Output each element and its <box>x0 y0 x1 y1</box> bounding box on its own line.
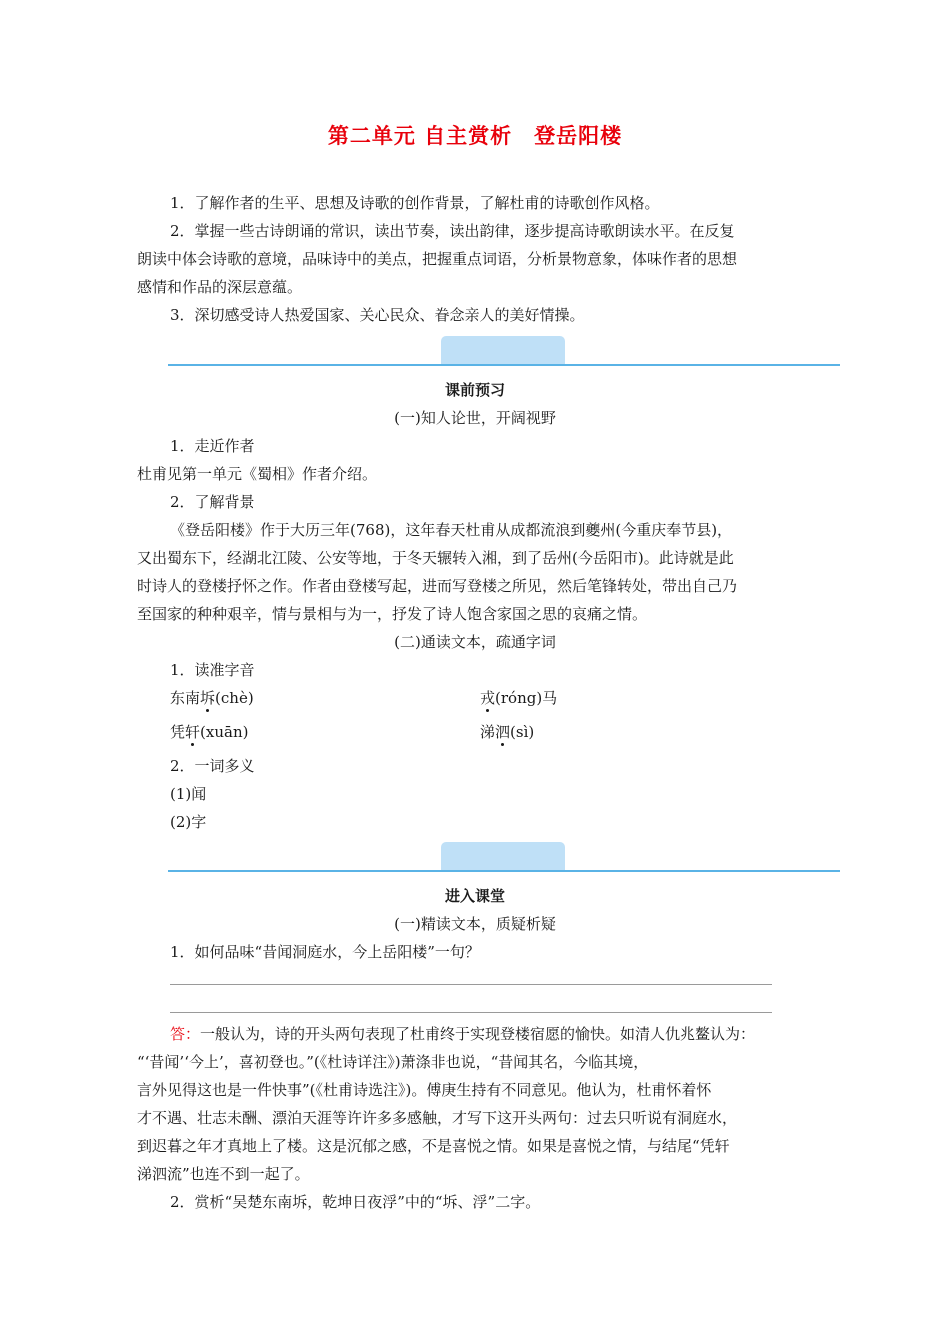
objective-2-cont-a: 朗读中体会诗歌的意境，品味诗中的美点，把握重点词语，分析景物意象，体味作者的思想 <box>137 250 738 268</box>
answer-line-1: 答：一般认为，诗的开头两句表现了杜甫终于实现登楼宿愿的愉快。如清人仇兆鳌认为： <box>170 1025 756 1043</box>
objective-1: 1．了解作者的生平、思想及诗歌的创作背景，了解杜甫的诗歌创作风格。 <box>170 194 660 212</box>
objective-3: 3．深切感受诗人热爱国家、关心民众、眷念亲人的美好情操。 <box>170 306 585 324</box>
divider-rule <box>168 870 840 872</box>
item-approach-author: 1．走近作者 <box>170 437 255 455</box>
background-line-4: 至国家的种种艰辛，情与景相与为一，抒发了诗人饱含家国之思的哀痛之情。 <box>137 605 648 623</box>
background-line-1: 《登岳阳楼》作于大历三年(768)，这年春天杜甫从成都流浪到夔州(今重庆奉节县)， <box>170 521 733 539</box>
objective-2: 2．掌握一些古诗朗诵的常识，读出节奏，读出韵律，逐步提高诗歌朗读水平。在反复 <box>170 222 735 240</box>
emphasized-char: 泗 <box>495 723 511 741</box>
item-background: 2．了解背景 <box>170 493 255 511</box>
background-line-3: 时诗人的登楼抒怀之作。作者由登楼写起，进而写登楼之所见，然后笔锋转处，带出自己乃 <box>137 577 738 595</box>
answer-line-5: 到迟暮之年才真地上了楼。这是沉郁之感，不是喜悦之情。如果是喜悦之情，与结尾“凭轩 <box>137 1137 730 1155</box>
answer-line-3: 言外见得这也是一件快事”(《杜甫诗选注》)。傅庚生持有不同意见。他认为，杜甫怀着怀 <box>137 1081 712 1099</box>
section-heading-inclass: 进入课堂 <box>444 887 505 905</box>
emphasized-char: 坼 <box>200 689 216 707</box>
item-polysemy: 2．一词多义 <box>170 757 255 775</box>
pronunciation-item: 涕泗(sì) <box>480 723 535 741</box>
background-line-2: 又出蜀东下，经湖北江陵、公安等地，于冬天辗转入湘，到了岳州(今岳阳市)。此诗就是此 <box>137 549 734 567</box>
polysemy-item: (2)字 <box>170 813 207 831</box>
polysemy-item: (1)闻 <box>170 785 207 803</box>
divider-rule <box>168 364 840 366</box>
emphasized-char: 轩 <box>185 723 201 741</box>
answer-line-2: “‘昔闻’‘今上’，喜初登也。”(《杜诗详注》)萧涤非也说，“昔闻其名，今临其境， <box>137 1053 649 1071</box>
question-2: 2．赏析“吴楚东南坼，乾坤日夜浮”中的“坼、浮”二字。 <box>170 1193 541 1211</box>
subheading-read-text: (二)通读文本，疏通字词 <box>394 633 556 651</box>
page-title: 第二单元 自主赏析 登岳阳楼 <box>327 123 623 148</box>
subheading-author-background: (一)知人论世，开阔视野 <box>394 409 556 427</box>
pronunciation-item: 凭轩(xuān) <box>170 723 249 741</box>
section-divider-inclass <box>168 842 840 872</box>
section-divider-preclass <box>168 336 840 366</box>
pronunciation-item: 戎(róng)马 <box>480 689 558 707</box>
objective-2-cont-b: 感情和作品的深层意蕴。 <box>137 278 303 296</box>
divider-tab <box>441 336 565 364</box>
answer-label: 答： <box>170 1025 201 1043</box>
answer-line-6: 涕泗流”也连不到一起了。 <box>137 1165 310 1183</box>
divider-tab <box>441 842 565 870</box>
item-pronunciation: 1．读准字音 <box>170 661 255 679</box>
emphasized-char: 戎 <box>480 689 496 707</box>
subheading-close-reading: (一)精读文本，质疑析疑 <box>394 915 556 933</box>
answer-blank-line <box>170 1012 772 1013</box>
answer-blank-line <box>170 984 772 985</box>
question-1: 1．如何品味“昔闻洞庭水，今上岳阳楼”一句？ <box>170 943 480 961</box>
section-heading-preclass: 课前预习 <box>444 381 505 399</box>
answer-line-4: 才不遇、壮志未酬、漂泊天涯等许许多多感触，才写下这开头两句：过去只听说有洞庭水， <box>137 1109 738 1127</box>
pronunciation-item: 东南坼(chè) <box>170 689 254 707</box>
author-reference: 杜甫见第一单元《蜀相》作者介绍。 <box>137 465 378 483</box>
